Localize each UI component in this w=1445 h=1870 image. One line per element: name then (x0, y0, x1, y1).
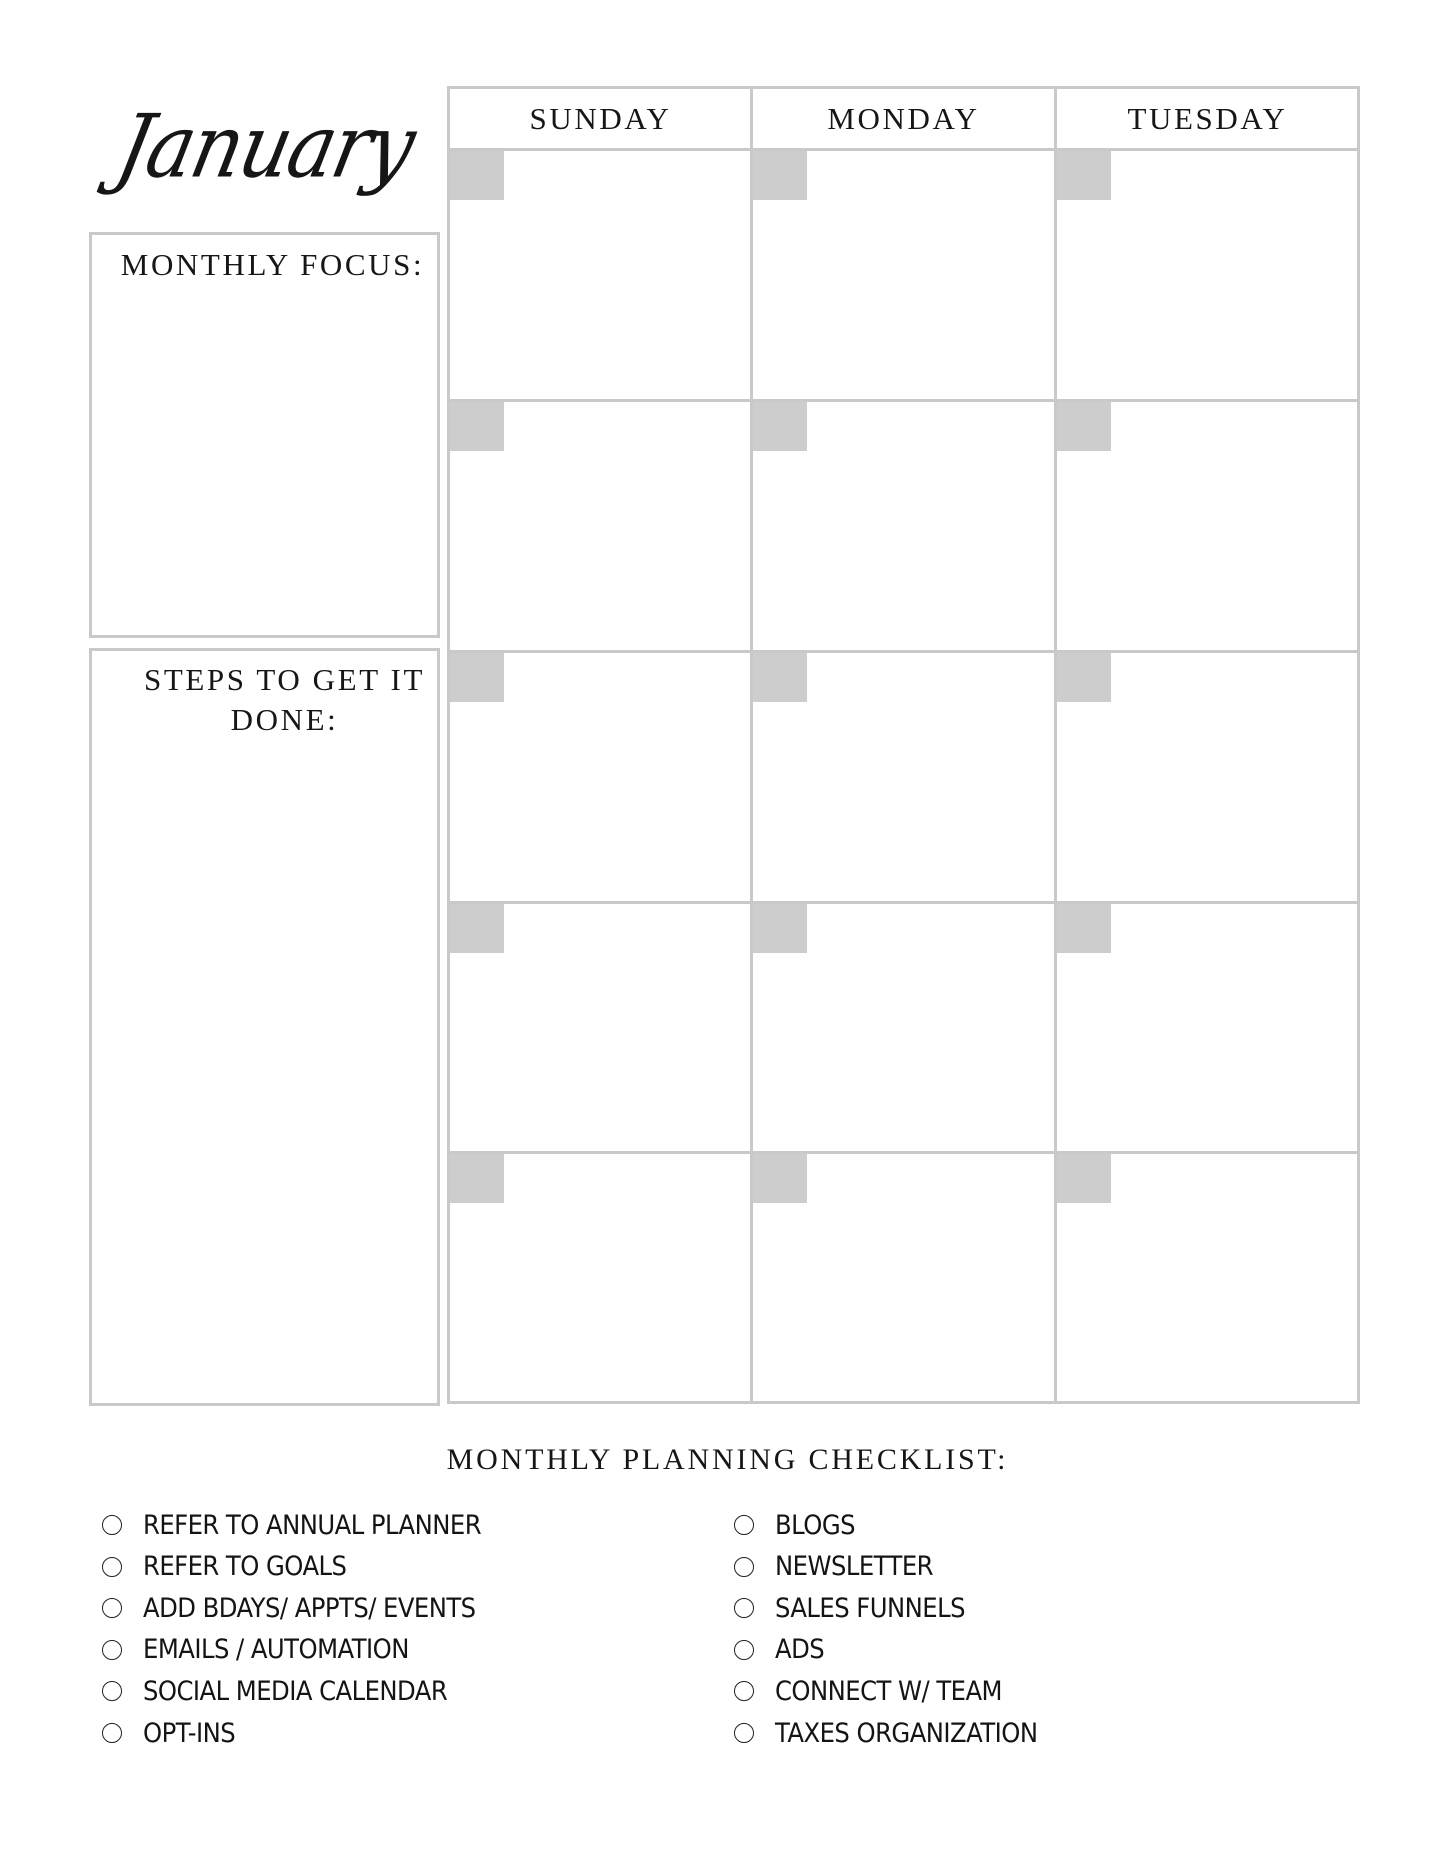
day-cell-sunday-week-4[interactable] (450, 904, 750, 1151)
checkbox-circle-icon[interactable] (734, 1515, 754, 1535)
checklist-item-label: TAXES ORGANIZATION (775, 1717, 1038, 1749)
day-header-sunday: SUNDAY (529, 101, 672, 136)
checklist-item-label: ADD BDAYS/ APPTS/ EVENTS (143, 1592, 476, 1624)
checklist-item-label: REFER TO GOALS (143, 1551, 347, 1583)
checkbox-circle-icon[interactable] (734, 1640, 754, 1660)
checklist-item[interactable] (102, 1715, 245, 1751)
checklist-item[interactable] (734, 1507, 864, 1543)
day-cell-sunday-week-3[interactable] (450, 653, 750, 901)
date-number-box[interactable] (450, 151, 504, 200)
checkbox-circle-icon[interactable] (102, 1557, 122, 1577)
checklist-item[interactable] (734, 1549, 951, 1585)
checkbox-circle-icon[interactable] (734, 1598, 754, 1618)
date-number-box[interactable] (753, 151, 807, 200)
date-number-box[interactable] (753, 1154, 807, 1203)
day-cell-monday-week-4[interactable] (753, 904, 1054, 1151)
checklist-item[interactable] (734, 1715, 1067, 1751)
checkbox-circle-icon[interactable] (734, 1723, 754, 1743)
monthly-focus-label: MONTHLY FOCUS: (120, 247, 425, 282)
day-cell-monday-week-3[interactable] (753, 653, 1054, 901)
checklist-item-label: ADS (775, 1634, 825, 1666)
checklist-item-label: SALES FUNNELS (775, 1592, 965, 1624)
checklist-item-label: CONNECT W/ TEAM (775, 1675, 1002, 1707)
month-title: January (108, 97, 423, 198)
date-number-box[interactable] (1057, 653, 1111, 702)
day-cell-monday-week-5[interactable] (753, 1154, 1054, 1403)
date-number-box[interactable] (450, 1154, 504, 1203)
day-cell-sunday-week-1[interactable] (450, 151, 750, 399)
monthly-focus-box[interactable] (89, 232, 440, 638)
date-number-box[interactable] (450, 904, 504, 953)
steps-label: STEPS TO GET IT DONE: (143, 662, 425, 737)
checklist-item-label: EMAILS / AUTOMATION (143, 1634, 409, 1666)
day-cell-tuesday-week-1[interactable] (1057, 151, 1359, 399)
checklist-title: MONTHLY PLANNING CHECKLIST: (446, 1443, 1009, 1476)
checklist-item-label: SOCIAL MEDIA CALENDAR (143, 1675, 448, 1707)
day-header-monday: MONDAY (827, 101, 980, 136)
checklist-item[interactable] (102, 1549, 369, 1585)
checkbox-circle-icon[interactable] (102, 1598, 122, 1618)
checkbox-circle-icon[interactable] (102, 1723, 122, 1743)
steps-box[interactable] (89, 648, 440, 1406)
checkbox-circle-icon[interactable] (734, 1557, 754, 1577)
day-cell-monday-week-1[interactable] (753, 151, 1054, 399)
checklist-item-label: BLOGS (775, 1509, 856, 1541)
checklist-item[interactable] (102, 1673, 481, 1709)
day-cell-tuesday-week-4[interactable] (1057, 904, 1359, 1151)
checklist-item[interactable] (734, 1632, 830, 1668)
checkbox-circle-icon[interactable] (102, 1640, 122, 1660)
date-number-box[interactable] (753, 653, 807, 702)
day-cell-tuesday-week-3[interactable] (1057, 653, 1359, 901)
day-cell-sunday-week-5[interactable] (450, 1154, 750, 1403)
date-number-box[interactable] (1057, 904, 1111, 953)
checkbox-circle-icon[interactable] (102, 1515, 122, 1535)
day-cell-tuesday-week-5[interactable] (1057, 1154, 1359, 1403)
date-number-box[interactable] (1057, 1154, 1111, 1203)
date-number-box[interactable] (450, 653, 504, 702)
checklist-item-label: OPT-INS (143, 1717, 236, 1749)
day-header-tuesday: TUESDAY (1127, 101, 1288, 136)
day-cell-monday-week-2[interactable] (753, 402, 1054, 650)
checklist-item[interactable] (102, 1590, 513, 1626)
checklist-item-label: REFER TO ANNUAL PLANNER (143, 1509, 482, 1541)
checkbox-circle-icon[interactable] (734, 1681, 754, 1701)
checklist-item[interactable] (734, 1590, 986, 1626)
day-cell-sunday-week-2[interactable] (450, 402, 750, 650)
date-number-box[interactable] (753, 904, 807, 953)
checkbox-circle-icon[interactable] (102, 1681, 122, 1701)
day-cell-tuesday-week-2[interactable] (1057, 402, 1359, 650)
date-number-box[interactable] (1057, 402, 1111, 451)
date-number-box[interactable] (753, 402, 807, 451)
date-number-box[interactable] (1057, 151, 1111, 200)
checklist-item[interactable] (734, 1673, 1027, 1709)
checklist-item[interactable] (102, 1632, 438, 1668)
checklist-item-label: NEWSLETTER (775, 1551, 933, 1583)
date-number-box[interactable] (450, 402, 504, 451)
checklist-item[interactable] (102, 1507, 519, 1543)
